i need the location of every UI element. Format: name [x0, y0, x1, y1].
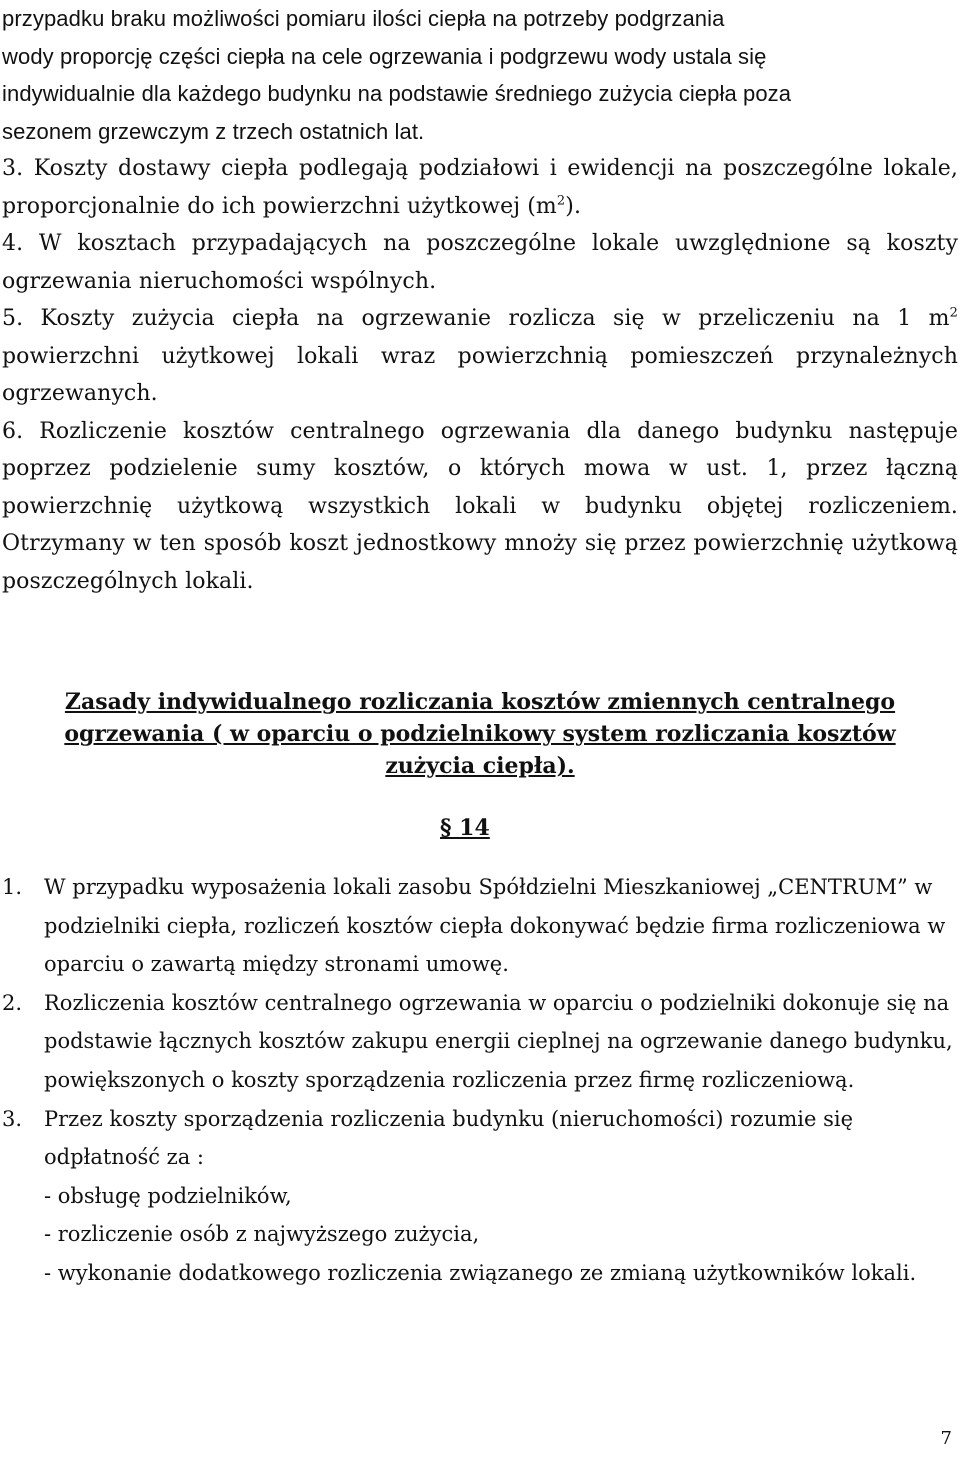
paragraph-text: W kosztach przypadających na poszczególne lokale uwzględnione są koszty ogrzewania nieruchomości wspólnych.	[2, 231, 958, 294]
paragraph-text-end: powierzchni użytkowej lokali wraz powierzchnią pomieszczeń przynależnych ogrzewanych.	[2, 343, 958, 406]
sub-item: - obsługę podzielników,	[44, 1183, 292, 1208]
paragraph-marker: 3.	[2, 156, 24, 181]
page-number: 7	[940, 1428, 952, 1449]
continuation-line: indywidualnie dla każdego budynku na podstawie średniego zużycia ciepła poza	[2, 81, 792, 106]
list-item-text: Rozliczenia kosztów centralnego ogrzewania w oparciu o podzielniki dokonuje się na podstawie łącznych kosztów zakupu energii cieplnej na ogrzewanie danego budynku, powiększonych o koszty sporządzenia rozliczenia przez firmę rozliczeniową.	[44, 990, 953, 1092]
paragraph-marker: 4.	[2, 231, 24, 256]
paragraph-5	[2, 300, 958, 413]
list-item	[0, 984, 956, 1100]
list-item	[0, 868, 956, 984]
list-marker: 1.	[2, 875, 23, 899]
paragraph-4	[2, 225, 958, 300]
list-item-text: Przez koszty sporządzenia rozliczenia budynku (nieruchomości) rozumie się odpłatność za :	[44, 1106, 853, 1170]
continuation-line: wody proporcję części ciepła na cele ogrzewania i podgrzewu wody ustala się	[2, 43, 767, 69]
list-marker: 3.	[2, 1106, 23, 1131]
numbered-list	[0, 868, 956, 1293]
paragraph-marker: 5.	[2, 306, 24, 331]
continuation-line: sezonem grzewczym z trzech ostatnich lat.	[2, 118, 425, 144]
superscript: 2	[949, 305, 958, 321]
paragraph-3	[2, 150, 958, 225]
paragraph-marker: 6.	[2, 418, 24, 444]
section-mark: § 14	[440, 815, 490, 841]
paragraph-text: Koszty dostawy ciepła podlegają podziałowi i ewidencji na poszczególne lokale, proporcjonalnie do ich powierzchni użytkowej (m	[2, 156, 958, 219]
paragraph-text: Rozliczenie kosztów centralnego ogrzewania dla danego budynku następuje poprzez podzielenie sumy kosztów, o których mowa w ust. 1, przez łączną powierzchnię użytkową wszystkich lokali w budynku objętej rozliczeniem. Otrzymany w ten sposób koszt jednostkowy mnoży się przez powierzchnię użytkową poszczególnych lokali.	[2, 418, 958, 594]
list-item	[0, 1100, 956, 1293]
top-text-block	[2, 0, 958, 600]
list-item-text: W przypadku wyposażenia lokali zasobu Spółdzielni Mieszkaniowej „CENTRUM” w podzielniki ciepła, rozliczeń kosztów ciepła dokonywać będzie firma rozliczeniowa w oparciu o zawartą między stronami umowę.	[44, 875, 946, 977]
paragraph-text-end: ).	[565, 193, 582, 219]
list-marker: 2.	[2, 990, 23, 1015]
section-heading: Zasady indywidualnego rozliczania kosztów zmiennych centralnego ogrzewania ( w oparciu o podzielnikowy system rozliczania kosztów zużycia ciepła).	[64, 689, 896, 779]
paragraph-text: Koszty zużycia ciepła na ogrzewanie rozlicza się w przeliczeniu na 1 m	[40, 306, 950, 331]
superscript: 2	[556, 193, 566, 209]
sub-item: - rozliczenie osób z najwyższego zużycia,	[44, 1222, 480, 1247]
paragraph-6	[2, 413, 958, 601]
list-item-body	[44, 1100, 956, 1293]
continuation-line: przypadku braku możliwości pomiaru ilości ciepła na potrzeby podgrzania	[2, 6, 725, 31]
sub-item: - wykonanie dodatkowego rozliczenia związanego ze zmianą użytkowników lokali.	[44, 1260, 917, 1285]
